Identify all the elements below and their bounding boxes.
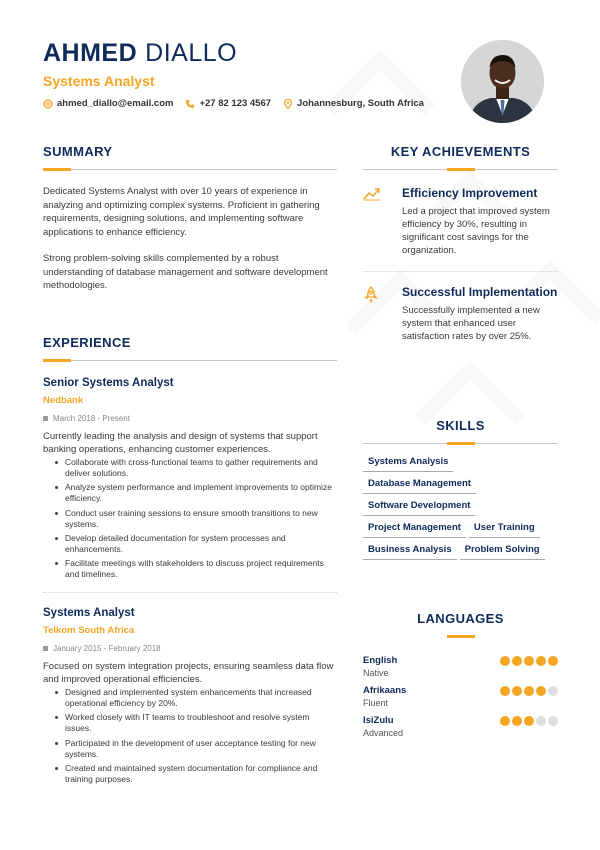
achievement-title: Efficiency Improvement	[402, 186, 538, 200]
language-rating	[500, 685, 558, 708]
rating-dot-filled	[524, 656, 534, 666]
job-bullets	[43, 457, 337, 580]
candidate-name	[43, 38, 463, 68]
skills-heading: SKILLS	[436, 418, 485, 433]
rating-dot-empty	[548, 716, 558, 726]
rating-dot-filled	[536, 686, 546, 696]
languages-heading: LANGUAGES	[417, 611, 504, 626]
location-pin-icon	[283, 99, 293, 109]
last-name: DIALLO	[145, 39, 238, 67]
job-bullet: Collaborate with cross-functional teams to gather requirements and deliver solutions.	[43, 457, 337, 479]
language-level: Native	[363, 668, 389, 678]
experience-divider	[43, 360, 337, 361]
skill-tag: Project Management	[363, 518, 466, 538]
job-bullet: Designed and implemented system enhancements that increased operational efficiency by 20%.	[43, 687, 337, 709]
calendar-icon	[43, 646, 48, 651]
contact-phone[interactable]	[185, 98, 271, 109]
rating-dot-filled	[536, 656, 546, 666]
rating-dot-filled	[512, 656, 522, 666]
job-dates	[43, 414, 337, 423]
job-description: Currently leading the analysis and design of systems that support banking operations, enhancing customer experiences.	[43, 431, 318, 455]
rating-dot-filled	[512, 716, 522, 726]
job-bullet: Participated in the development of user acceptance testing for new systems.	[43, 738, 337, 760]
language-name: Afrikaans	[363, 685, 407, 696]
job-bullets	[43, 687, 337, 785]
job-company: Nedbank	[43, 395, 84, 406]
rating-dot-empty	[536, 716, 546, 726]
language-item	[363, 715, 558, 738]
job-role: Senior Systems Analyst	[43, 377, 174, 389]
rating-dot-filled	[524, 686, 534, 696]
job-entry	[43, 377, 337, 580]
rating-dot-empty	[548, 686, 558, 696]
job-dates	[43, 644, 337, 653]
phone-text: +27 82 123 4567	[199, 98, 272, 109]
job-bullet: Worked closely with IT teams to troubleshoot and resolve system issues.	[43, 712, 337, 734]
achievement-item	[363, 284, 558, 343]
job-dates-text: March 2018 - Present	[53, 414, 130, 423]
contact-location	[283, 98, 424, 109]
language-item	[363, 655, 558, 678]
job-dates-text: January 2015 - February 2018	[53, 644, 161, 654]
experience-heading: EXPERIENCE	[43, 335, 131, 350]
achievements-divider	[363, 169, 558, 170]
language-rating	[500, 655, 558, 678]
resume-header	[43, 38, 463, 109]
summary-section	[43, 144, 337, 293]
skill-tag: Software Development	[363, 496, 475, 516]
location-text: Johannesburg, South Africa	[297, 98, 424, 109]
skills-list	[363, 452, 558, 562]
at-icon	[43, 99, 53, 109]
job-company: Telkom South Africa	[43, 625, 135, 637]
calendar-icon	[43, 416, 48, 421]
summary-heading: SUMMARY	[43, 144, 113, 159]
language-level: Fluent	[363, 698, 389, 708]
achievement-item	[363, 185, 558, 257]
rocket-icon	[363, 286, 379, 304]
summary-paragraph: Dedicated Systems Analyst with over 10 years of experience in analyzing and optimizing complex systems. Proficient in gathering requirements, designing solutions, and implementing software applications to enhance efficiency.	[43, 186, 320, 238]
rating-dot-filled	[548, 656, 558, 666]
languages-section	[363, 611, 558, 738]
phone-icon	[185, 99, 195, 109]
job-entry	[43, 607, 337, 785]
trend-up-icon	[363, 187, 381, 201]
language-name: IsiZulu	[363, 715, 394, 726]
summary-paragraph: Strong problem-solving skills complemented by a robust understanding of database management and software development methodologies.	[43, 253, 328, 291]
job-bullet: Develop detailed documentation for system processes and enhancements.	[43, 533, 337, 555]
languages-divider	[363, 636, 558, 637]
summary-divider	[43, 169, 337, 170]
achievement-description: Successfully implemented a new system that enhanced user satisfaction rates by over 25%.	[402, 305, 540, 342]
first-name: AHMED	[43, 39, 138, 67]
skill-tag: Problem Solving	[460, 540, 545, 560]
job-bullet: Facilitate meetings with stakeholders to discuss project requirements and timelines.	[43, 558, 337, 580]
job-bullet: Analyze system performance and implement improvements to optimize efficiency.	[43, 482, 337, 504]
achievement-description: Led a project that improved system efficiency by 30%, resulting in significant cost savings for the organization.	[402, 206, 550, 256]
skill-tag: User Training	[469, 518, 540, 538]
skill-tag: Business Analysis	[363, 540, 457, 560]
job-separator	[43, 592, 337, 593]
achievements-section	[363, 144, 558, 343]
job-bullet: Created and maintained system documentation for compliance and training purposes.	[43, 763, 337, 785]
profile-photo	[461, 40, 544, 123]
skill-tag: Systems Analysis	[363, 452, 453, 472]
rating-dot-filled	[512, 686, 522, 696]
email-text: ahmed_diallo@email.com	[57, 98, 174, 109]
achievement-separator	[363, 271, 558, 272]
skill-tag: Database Management	[363, 474, 476, 494]
job-bullet: Conduct user training sessions to ensure smooth transitions to new systems.	[43, 508, 337, 530]
achievements-heading: KEY ACHIEVEMENTS	[390, 144, 531, 159]
experience-section	[43, 335, 337, 788]
language-name: English	[363, 655, 398, 666]
person-portrait	[461, 40, 544, 123]
language-rating	[500, 715, 558, 738]
rating-dot-filled	[500, 656, 510, 666]
rating-dot-filled	[500, 686, 510, 696]
skills-divider	[363, 443, 558, 444]
contact-email[interactable]	[43, 98, 173, 109]
rating-dot-filled	[524, 716, 534, 726]
language-item	[363, 685, 558, 708]
job-description: Focused on system integration projects, ensuring seamless data flow and improved operational efficiencies.	[43, 661, 334, 686]
job-role: Systems Analyst	[43, 607, 135, 620]
job-title: Systems Analyst	[43, 73, 155, 89]
contact-row	[43, 98, 463, 109]
achievement-title: Successful Implementation	[402, 285, 558, 299]
rating-dot-filled	[500, 716, 510, 726]
skills-section	[363, 418, 558, 562]
language-level: Advanced	[363, 728, 404, 738]
